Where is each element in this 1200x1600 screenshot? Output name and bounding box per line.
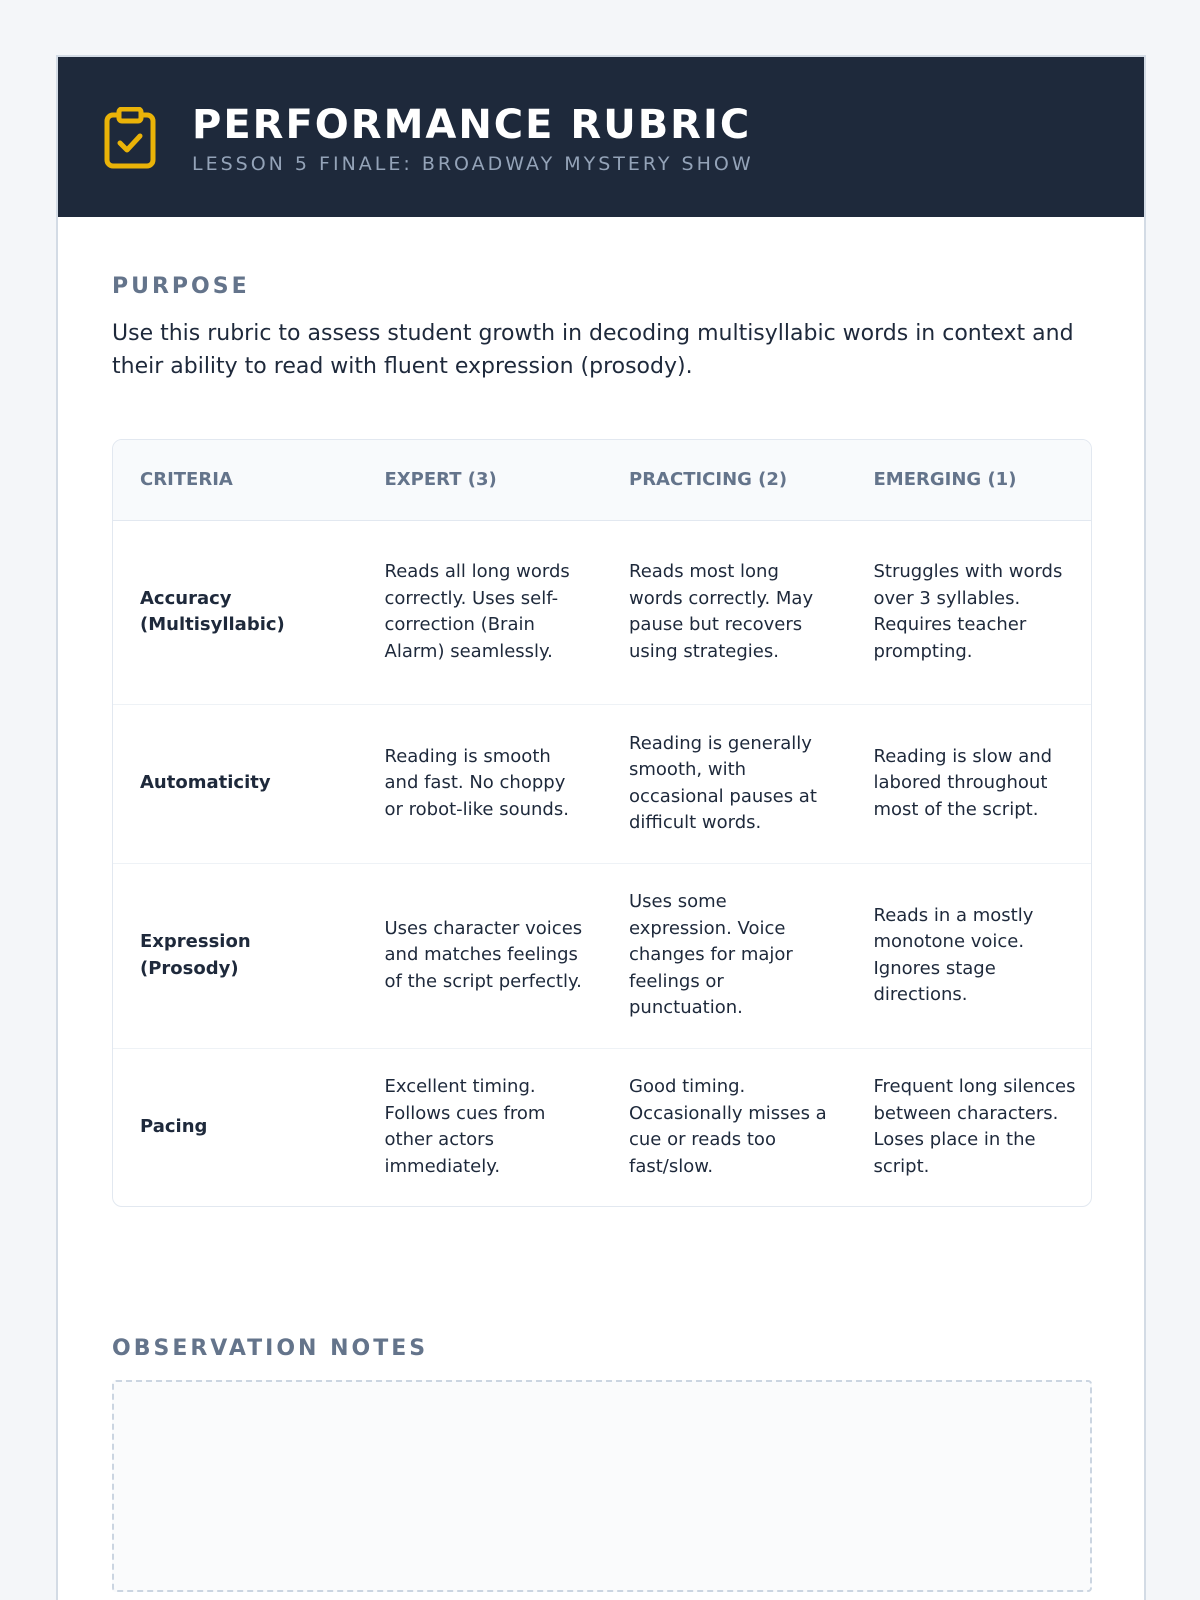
emerging-cell (847, 704, 1092, 863)
table-header-row (113, 440, 1091, 520)
observation-notes-label: OBSERVATION NOTES (112, 1336, 429, 1361)
criteria-text: Expression (Prosody) (140, 931, 251, 979)
practicing-text: Uses some expression. Voice changes for major feelings or punctuation. (629, 891, 793, 1019)
expert-text: Reads all long words correctly. Uses self-correction (Brain Alarm) seamlessly. (384, 561, 570, 662)
emerging-cell (847, 1048, 1092, 1206)
practicing-cell (602, 704, 847, 863)
header (58, 57, 1144, 217)
criteria-cell (113, 1048, 358, 1206)
expert-cell (358, 704, 603, 863)
purpose-label: PURPOSE (112, 274, 250, 299)
table-row (113, 520, 1091, 704)
criteria-text: Accuracy (Multisyllabic) (140, 587, 285, 635)
table-row (113, 863, 1091, 1048)
practicing-text: Good timing. Occasionally misses a cue or reads too fast/slow. (629, 1076, 827, 1177)
practicing-cell (602, 863, 847, 1048)
criteria-cell (113, 704, 358, 863)
table-row (113, 704, 1091, 863)
clipboard-check-icon (104, 107, 156, 169)
observation-notes-area[interactable] (112, 1380, 1092, 1592)
emerging-text: Frequent long silences between characters. Loses place in the script. (873, 1076, 1076, 1177)
table-row (113, 1048, 1091, 1206)
expert-cell (358, 863, 603, 1048)
emerging-text: Reads in a mostly monotone voice. Ignores stage directions. (873, 904, 1034, 1005)
criteria-cell (113, 520, 358, 704)
header-practicing: PRACTICING (2) (602, 440, 847, 520)
page-title: PERFORMANCE RUBRIC (192, 102, 752, 148)
expert-cell (358, 1048, 603, 1206)
expert-text: Uses character voices and matches feelings of the script perfectly. (384, 917, 583, 992)
criteria-cell (113, 863, 358, 1048)
expert-text: Reading is smooth and fast. No choppy or robot-like sounds. (384, 745, 569, 820)
practicing-cell (602, 1048, 847, 1206)
practicing-text: Reads most long words correctly. May pause but recovers using strategies. (629, 561, 814, 662)
page-subtitle: LESSON 5 FINALE: BROADWAY MYSTERY SHOW (192, 153, 754, 175)
rubric-card (56, 55, 1146, 1600)
purpose-text: Use this rubric to assess student growth in decoding multisyllabic words in context and their ability to read with fluent expression (prosody). (112, 321, 1074, 379)
criteria-text: Pacing (140, 1116, 208, 1137)
expert-cell (358, 520, 603, 704)
criteria-text: Automaticity (140, 772, 271, 794)
header-expert: EXPERT (3) (358, 440, 603, 520)
expert-text: Excellent timing. Follows cues from other actors immediately. (384, 1076, 546, 1177)
header-emerging: EMERGING (1) (847, 440, 1092, 520)
emerging-text: Struggles with words over 3 syllables. Requires teacher prompting. (873, 561, 1063, 662)
emerging-text: Reading is slow and labored throughout most of the script. (873, 745, 1053, 820)
emerging-cell (847, 863, 1092, 1048)
rubric-table (112, 439, 1092, 1207)
emerging-cell (847, 520, 1092, 704)
practicing-cell (602, 520, 847, 704)
practicing-text: Reading is generally smooth, with occasional pauses at difficult words. (629, 732, 817, 833)
header-criteria: CRITERIA (113, 440, 358, 520)
